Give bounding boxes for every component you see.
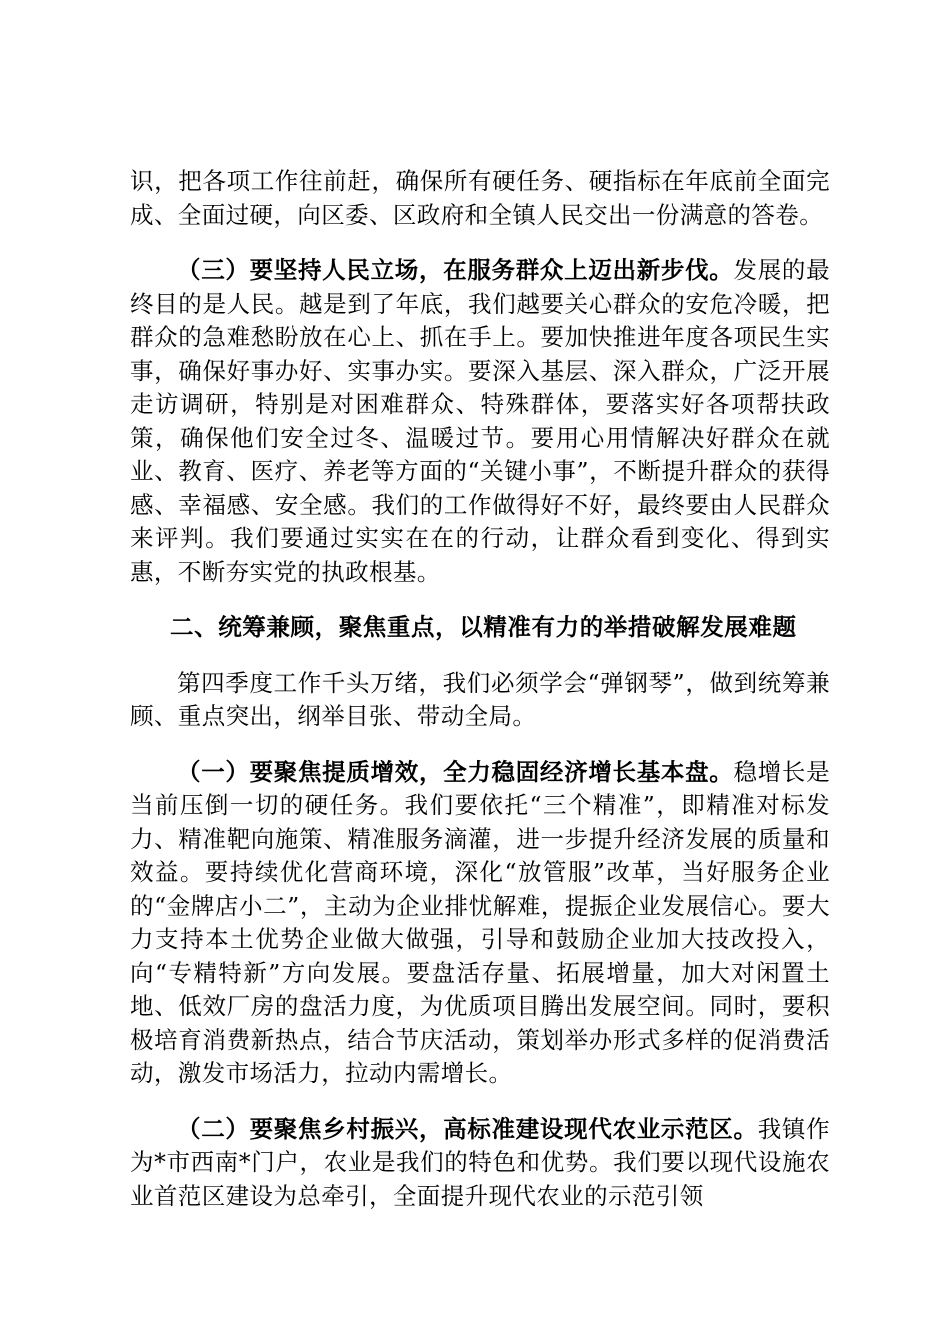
paragraph-5-text: 我镇作为*市西南*门户，农业是我们的特色和优势。我们要以现代设施农业首范区建设为总牵引，全面提升现代农业的示范引领 xyxy=(130,1114,830,1210)
paragraph-1-text: 识，把各项工作往前赶，确保所有硬任务、硬指标在年底前全面完成、全面过硬，向区委、区政府和全镇人民交出一份满意的答卷。 xyxy=(130,167,830,229)
paragraph-5-lead: （二）要聚焦乡村振兴，高标准建设现代农业示范区。 xyxy=(177,1114,758,1143)
paragraph-gap xyxy=(130,645,830,667)
paragraph-2-text: 发展的最终目的是人民。越是到了年底，我们越要关心群众的安危冷暖，把群众的急难愁盼放在心上、抓在手上。要加快推进年度各项民生实事，确保好事办好、实事办实。要深入基层、深入群众，广泛开展走访调研，特别是对困难群众、特殊群体，要落实好各项帮扶政策，确保他们安全过冬、温暖过节。要用心用情解决好群众在就业、教育、医疗、养老等方面的“关键小事”，不断提升群众的获得感、幸福感、安全感。我们的工作做得好不好，最终要由人民群众来评判。我们要通过实实在在的行动，让群众看到变化、得到实惠，不断夯实党的执政根基。 xyxy=(130,256,830,586)
paragraph-1 xyxy=(130,165,830,232)
paragraph-gap xyxy=(130,589,830,611)
paragraph-3 xyxy=(130,667,830,734)
paragraph-4-lead: （一）要聚焦提质增效，全力稳固经济增长基本盘。 xyxy=(177,757,734,786)
paragraph-3-text: 第四季度工作千头万绪，我们必须学会“弹钢琴”，做到统筹兼顾、重点突出，纲举目张、带动全局。 xyxy=(130,668,830,730)
paragraph-4 xyxy=(130,756,830,1091)
paragraph-gap xyxy=(130,734,830,756)
paragraph-2 xyxy=(130,254,830,589)
paragraph-2-lead: （三）要坚持人民立场，在服务群众上迈出新步伐。 xyxy=(177,256,734,284)
document-page xyxy=(130,165,830,1213)
paragraph-gap xyxy=(130,232,830,254)
paragraph-4-text: 稳增长是当前压倒一切的硬任务。我们要依托“三个精准”，即精准对标发力、精准靶向施策、精准服务滴灌，进一步提升经济发展的质量和效益。要持续优化营商环境，深化“放管服”改革，当好服务企业的“金牌店小二”，主动为企业排忧解难，提振企业发展信心。要大力支持本土优势企业做大做强，引导和鼓励企业加大技改投入，向“专精特新”方向发展。要盘活存量、拓展增量，加大对闲置土地、低效厂房的盘活力度，为优质项目腾出发展空间。同时，要积极培育消费新热点，结合节庆活动，策划举办形式多样的促消费活动，激发市场活力，拉动内需增长。 xyxy=(130,757,830,1087)
section-heading-2: 二、统筹兼顾，聚焦重点，以精准有力的举措破解发展难题 xyxy=(170,613,797,641)
paragraph-5 xyxy=(130,1113,830,1214)
paragraph-gap xyxy=(130,1091,830,1113)
